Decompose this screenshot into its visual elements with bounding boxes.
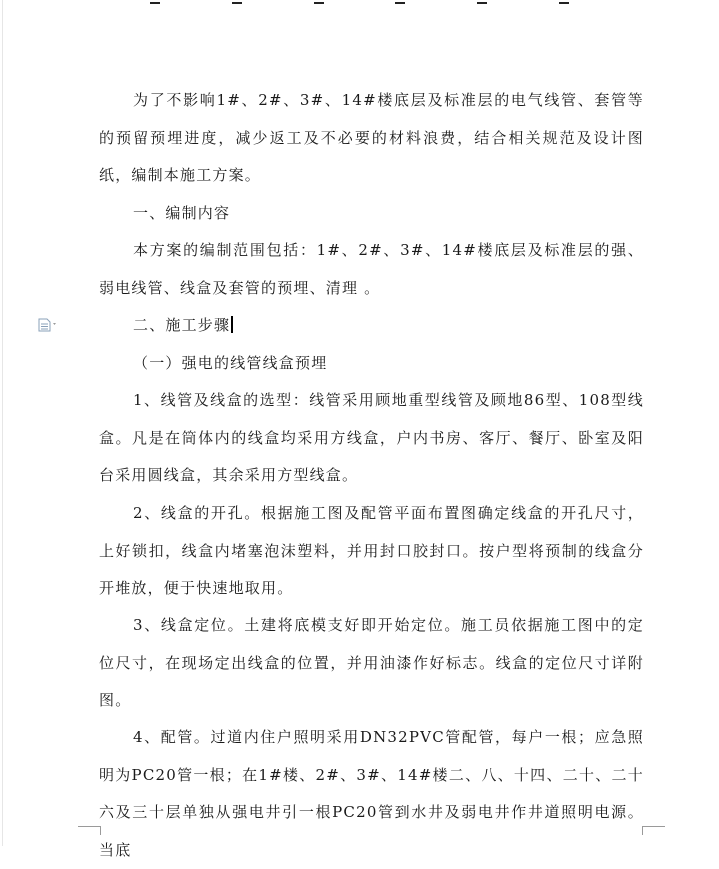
- section1-body[interactable]: 本方案的编制范围包括：1#、2#、3#、14#楼底层及标准层的强、弱电线管、线盒及套管的预埋、清理 。: [99, 241, 644, 297]
- text-cursor: [231, 316, 233, 333]
- item4-paragraph[interactable]: 4、配管。过道内住户照明采用DN32PVC管配管，每户一根；应急照明为PC20管一根；在1#楼、2#、3#、14#楼二、八、十四、二十、二十六及三十层单独从强电井引一根PC20管到水井及弱电井作井道照明电源。当底: [99, 728, 644, 859]
- item1-paragraph[interactable]: 1、线管及线盒的选型：线管采用顾地重型线管及顾地86型、108型线盒。凡是在筒体内的线盒均采用方线盒，户内书房、客厅、餐厅、卧室及阳台采用圆线盒，其余采用方型线盒。: [99, 391, 644, 484]
- section2-heading-row[interactable]: [133, 307, 233, 345]
- subsection1-heading[interactable]: （一）强电的线管线盒预埋: [133, 354, 328, 372]
- section2-heading: 二、施工步骤: [133, 316, 231, 334]
- page-left-edge: [2, 0, 3, 846]
- cut-off-title-line: [150, 0, 569, 4]
- margin-corner-right: [642, 826, 665, 835]
- page-margin-marks: [0, 826, 719, 834]
- document-icon[interactable]: [38, 318, 60, 332]
- section1-heading[interactable]: 一、编制内容: [133, 204, 231, 222]
- intro-paragraph[interactable]: 为了不影响1#、2#、3#、14#楼底层及标准层的电气线管、套管等的预留预埋进度，减少返工及不必要的材料浪费，结合相关规范及设计图纸，编制本施工方案。: [99, 91, 644, 184]
- item2-paragraph[interactable]: 2、线盒的开孔。根据施工图及配管平面布置图确定线盒的开孔尺寸，上好锁扣，线盒内堵塞泡沫塑料，并用封口胶封口。按户型将预制的线盒分开堆放，便于快速地取用。: [99, 504, 644, 597]
- item3-paragraph[interactable]: 3、线盒定位。土建将底模支好即开始定位。施工员依据施工图中的定位尺寸，在现场定出线盒的位置，并用油漆作好标志。线盒的定位尺寸详附图。: [99, 616, 644, 709]
- margin-corner-left: [78, 826, 101, 835]
